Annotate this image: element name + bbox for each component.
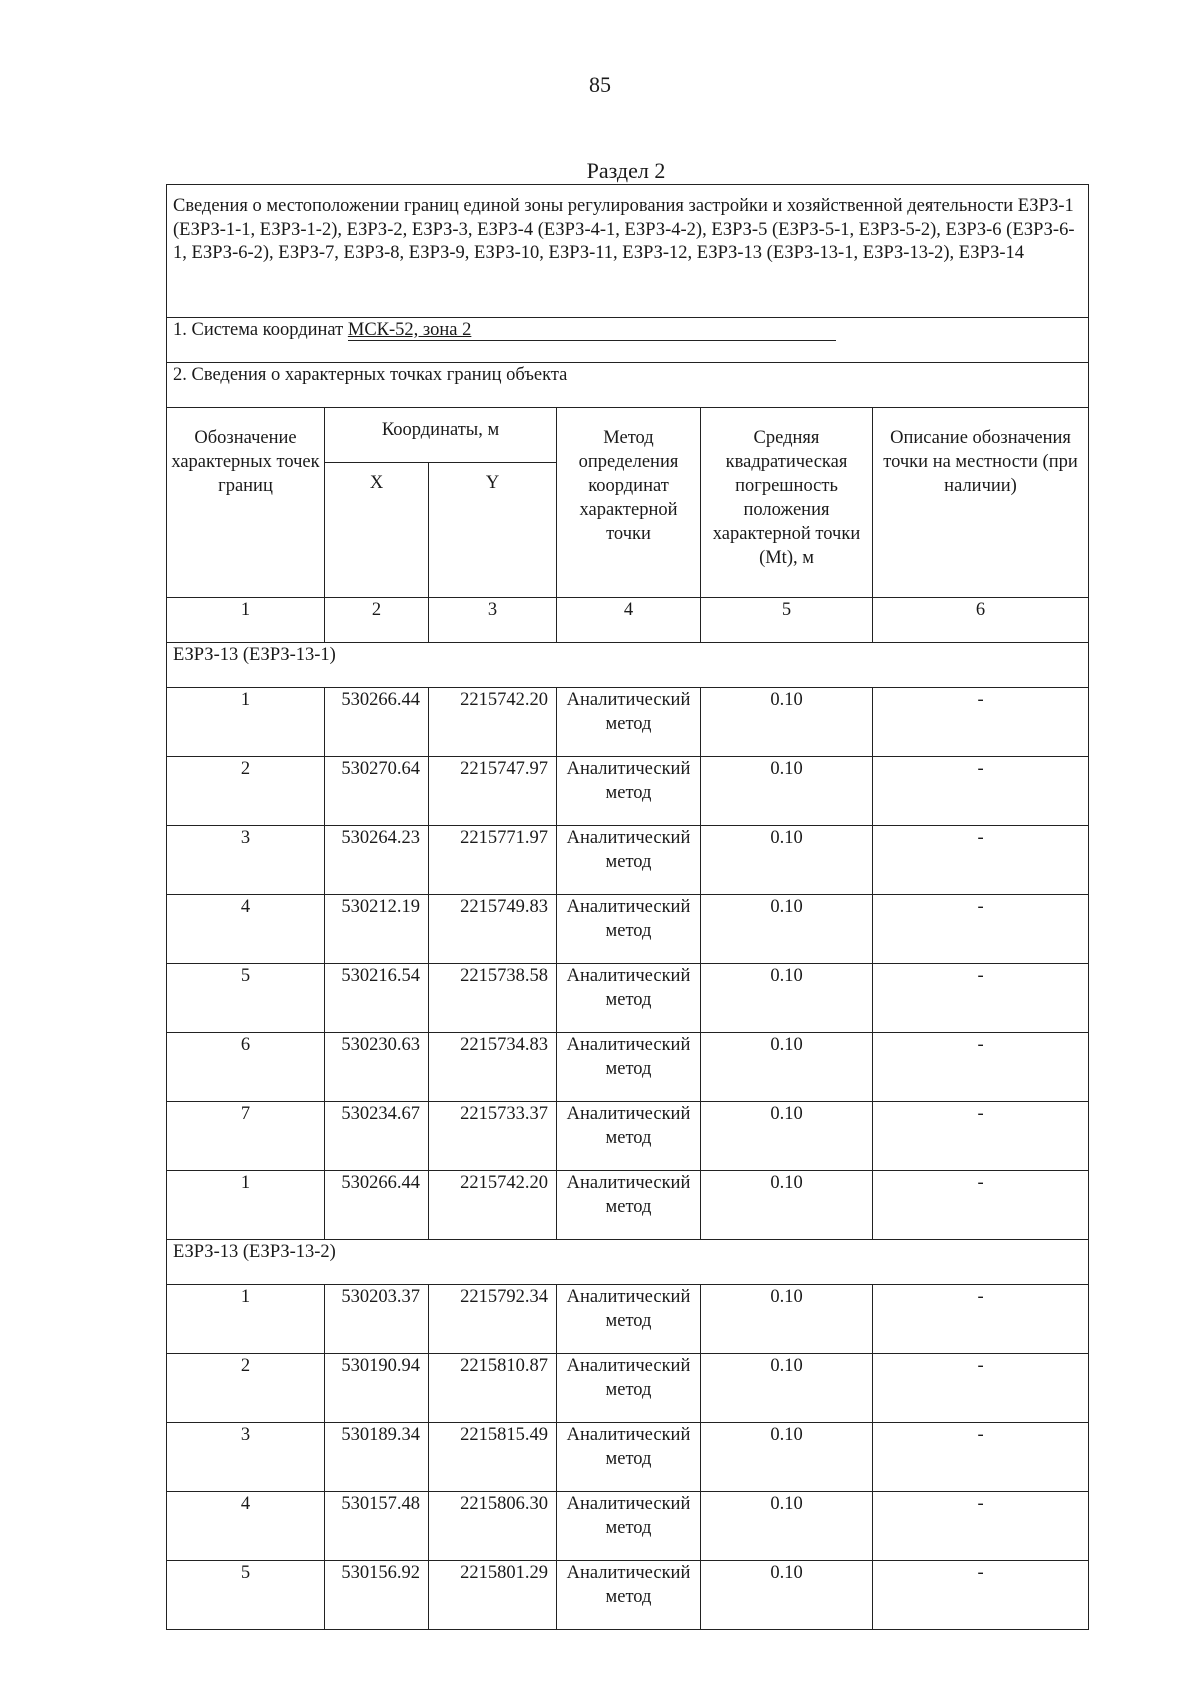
y-coordinate: 2215771.97 (429, 826, 557, 895)
x-coordinate: 530203.37 (325, 1285, 429, 1354)
coord-system-value-line (348, 320, 836, 341)
method-cell: Аналитический метод (557, 895, 701, 964)
error-value: 0.10 (701, 826, 873, 895)
column-number: 1 (167, 598, 325, 643)
error-value: 0.10 (701, 1033, 873, 1102)
point-number: 5 (167, 1561, 325, 1630)
point-number: 2 (167, 757, 325, 826)
error-value: 0.10 (701, 895, 873, 964)
header-y: Y (429, 463, 557, 598)
method-cell: Аналитический метод (557, 1171, 701, 1240)
table-row (167, 1102, 1089, 1171)
error-value: 0.10 (701, 1171, 873, 1240)
point-number: 1 (167, 1171, 325, 1240)
header-x: X (325, 463, 429, 598)
description-cell: - (873, 1354, 1089, 1423)
x-coordinate: 530266.44 (325, 1171, 429, 1240)
point-number: 1 (167, 1285, 325, 1354)
description-cell: - (873, 895, 1089, 964)
table-row (167, 1423, 1089, 1492)
group-row (167, 643, 1089, 688)
point-number: 5 (167, 964, 325, 1033)
x-coordinate: 530264.23 (325, 826, 429, 895)
intro-row (167, 185, 1089, 318)
description-cell: - (873, 1561, 1089, 1630)
point-number: 6 (167, 1033, 325, 1102)
header-row (167, 408, 1089, 463)
x-coordinate: 530190.94 (325, 1354, 429, 1423)
method-cell: Аналитический метод (557, 1033, 701, 1102)
error-value: 0.10 (701, 688, 873, 757)
section-title: Раздел 2 (586, 158, 666, 183)
method-cell: Аналитический метод (557, 757, 701, 826)
error-value: 0.10 (701, 964, 873, 1033)
description-cell: - (873, 1492, 1089, 1561)
point-number: 3 (167, 826, 325, 895)
y-coordinate: 2215810.87 (429, 1354, 557, 1423)
table-row (167, 1354, 1089, 1423)
y-coordinate: 2215792.34 (429, 1285, 557, 1354)
description-cell: - (873, 757, 1089, 826)
method-cell: Аналитический метод (557, 1354, 701, 1423)
method-cell: Аналитический метод (557, 826, 701, 895)
description-cell: - (873, 964, 1089, 1033)
x-coordinate: 530230.63 (325, 1033, 429, 1102)
x-coordinate: 530157.48 (325, 1492, 429, 1561)
error-value: 0.10 (701, 1492, 873, 1561)
header-designation: Обозначение характерных точек границ (167, 408, 325, 598)
header-error: Средняя квадратическая погрешность положения характерной точки (Mt), м (701, 408, 873, 598)
x-coordinate: 530266.44 (325, 688, 429, 757)
y-coordinate: 2215749.83 (429, 895, 557, 964)
point-number: 2 (167, 1354, 325, 1423)
y-coordinate: 2215738.58 (429, 964, 557, 1033)
point-number: 4 (167, 895, 325, 964)
table-row (167, 826, 1089, 895)
table-row (167, 1285, 1089, 1354)
method-cell: Аналитический метод (557, 688, 701, 757)
table-row (167, 1492, 1089, 1561)
header-coordinates: Координаты, м (325, 408, 557, 463)
page-number: 85 (589, 72, 611, 97)
description-cell: - (873, 1102, 1089, 1171)
column-numbers-row (167, 598, 1089, 643)
column-number: 5 (701, 598, 873, 643)
method-cell: Аналитический метод (557, 1423, 701, 1492)
header-method: Метод определения координат характерной точки (557, 408, 701, 598)
x-coordinate: 530212.19 (325, 895, 429, 964)
column-number: 6 (873, 598, 1089, 643)
method-cell: Аналитический метод (557, 1102, 701, 1171)
table-row (167, 1561, 1089, 1630)
column-number: 3 (429, 598, 557, 643)
x-coordinate: 530216.54 (325, 964, 429, 1033)
boundary-points-table (166, 184, 1089, 1630)
point-number: 1 (167, 688, 325, 757)
x-coordinate: 530234.67 (325, 1102, 429, 1171)
group-title: ЕЗРЗ-13 (ЕЗРЗ-13-1) (167, 643, 1089, 688)
y-coordinate: 2215733.37 (429, 1102, 557, 1171)
method-cell: Аналитический метод (557, 964, 701, 1033)
table-row (167, 1033, 1089, 1102)
column-number: 4 (557, 598, 701, 643)
y-coordinate: 2215815.49 (429, 1423, 557, 1492)
y-coordinate: 2215742.20 (429, 1171, 557, 1240)
x-coordinate: 530189.34 (325, 1423, 429, 1492)
coord-system-label: 1. Система координат (173, 320, 348, 340)
y-coordinate: 2215742.20 (429, 688, 557, 757)
description-cell: - (873, 826, 1089, 895)
x-coordinate: 530156.92 (325, 1561, 429, 1630)
table-row (167, 1171, 1089, 1240)
table-row (167, 895, 1089, 964)
y-coordinate: 2215801.29 (429, 1561, 557, 1630)
description-cell: - (873, 1423, 1089, 1492)
description-cell: - (873, 1033, 1089, 1102)
method-cell: Аналитический метод (557, 1285, 701, 1354)
table-row (167, 688, 1089, 757)
x-coordinate: 530270.64 (325, 757, 429, 826)
coord-system-cell (167, 318, 1089, 363)
y-coordinate: 2215806.30 (429, 1492, 557, 1561)
error-value: 0.10 (701, 1285, 873, 1354)
error-value: 0.10 (701, 1354, 873, 1423)
point-number: 3 (167, 1423, 325, 1492)
point-number: 7 (167, 1102, 325, 1171)
coord-system-value: МСК-52, зона 2 (347, 320, 472, 340)
header-description: Описание обозначения точки на местности (при наличии) (873, 408, 1089, 598)
method-cell: Аналитический метод (557, 1492, 701, 1561)
coord-system-row (167, 318, 1089, 363)
y-coordinate: 2215747.97 (429, 757, 557, 826)
error-value: 0.10 (701, 757, 873, 826)
error-value: 0.10 (701, 1102, 873, 1171)
group-title: ЕЗРЗ-13 (ЕЗРЗ-13-2) (167, 1240, 1089, 1285)
description-cell: - (873, 688, 1089, 757)
error-value: 0.10 (701, 1561, 873, 1630)
table-row (167, 757, 1089, 826)
table-row (167, 964, 1089, 1033)
column-number: 2 (325, 598, 429, 643)
method-cell: Аналитический метод (557, 1561, 701, 1630)
points-heading: 2. Сведения о характерных точках границ объекта (167, 363, 1089, 408)
description-cell: - (873, 1171, 1089, 1240)
y-coordinate: 2215734.83 (429, 1033, 557, 1102)
point-number: 4 (167, 1492, 325, 1561)
points-heading-row (167, 363, 1089, 408)
error-value: 0.10 (701, 1423, 873, 1492)
group-row (167, 1240, 1089, 1285)
description-cell: - (873, 1285, 1089, 1354)
intro-text: Сведения о местоположении границ единой зоны регулирования застройки и хозяйственной деятельности ЕЗРЗ-1 (ЕЗРЗ-1-1, ЕЗРЗ-1-2), ЕЗРЗ-2, ЕЗРЗ-3, ЕЗРЗ-4 (ЕЗРЗ-4-1, ЕЗРЗ-4-2), ЕЗРЗ-5 (ЕЗРЗ-5-1, ЕЗРЗ-5-2), ЕЗРЗ-6 (ЕЗРЗ-6-1, ЕЗРЗ-6-2), ЕЗРЗ-7, ЕЗРЗ-8, ЕЗРЗ-9, ЕЗРЗ-10, ЕЗРЗ-11, ЕЗРЗ-12, ЕЗРЗ-13 (ЕЗРЗ-13-1, ЕЗРЗ-13-2), ЕЗРЗ-14 (167, 185, 1089, 318)
